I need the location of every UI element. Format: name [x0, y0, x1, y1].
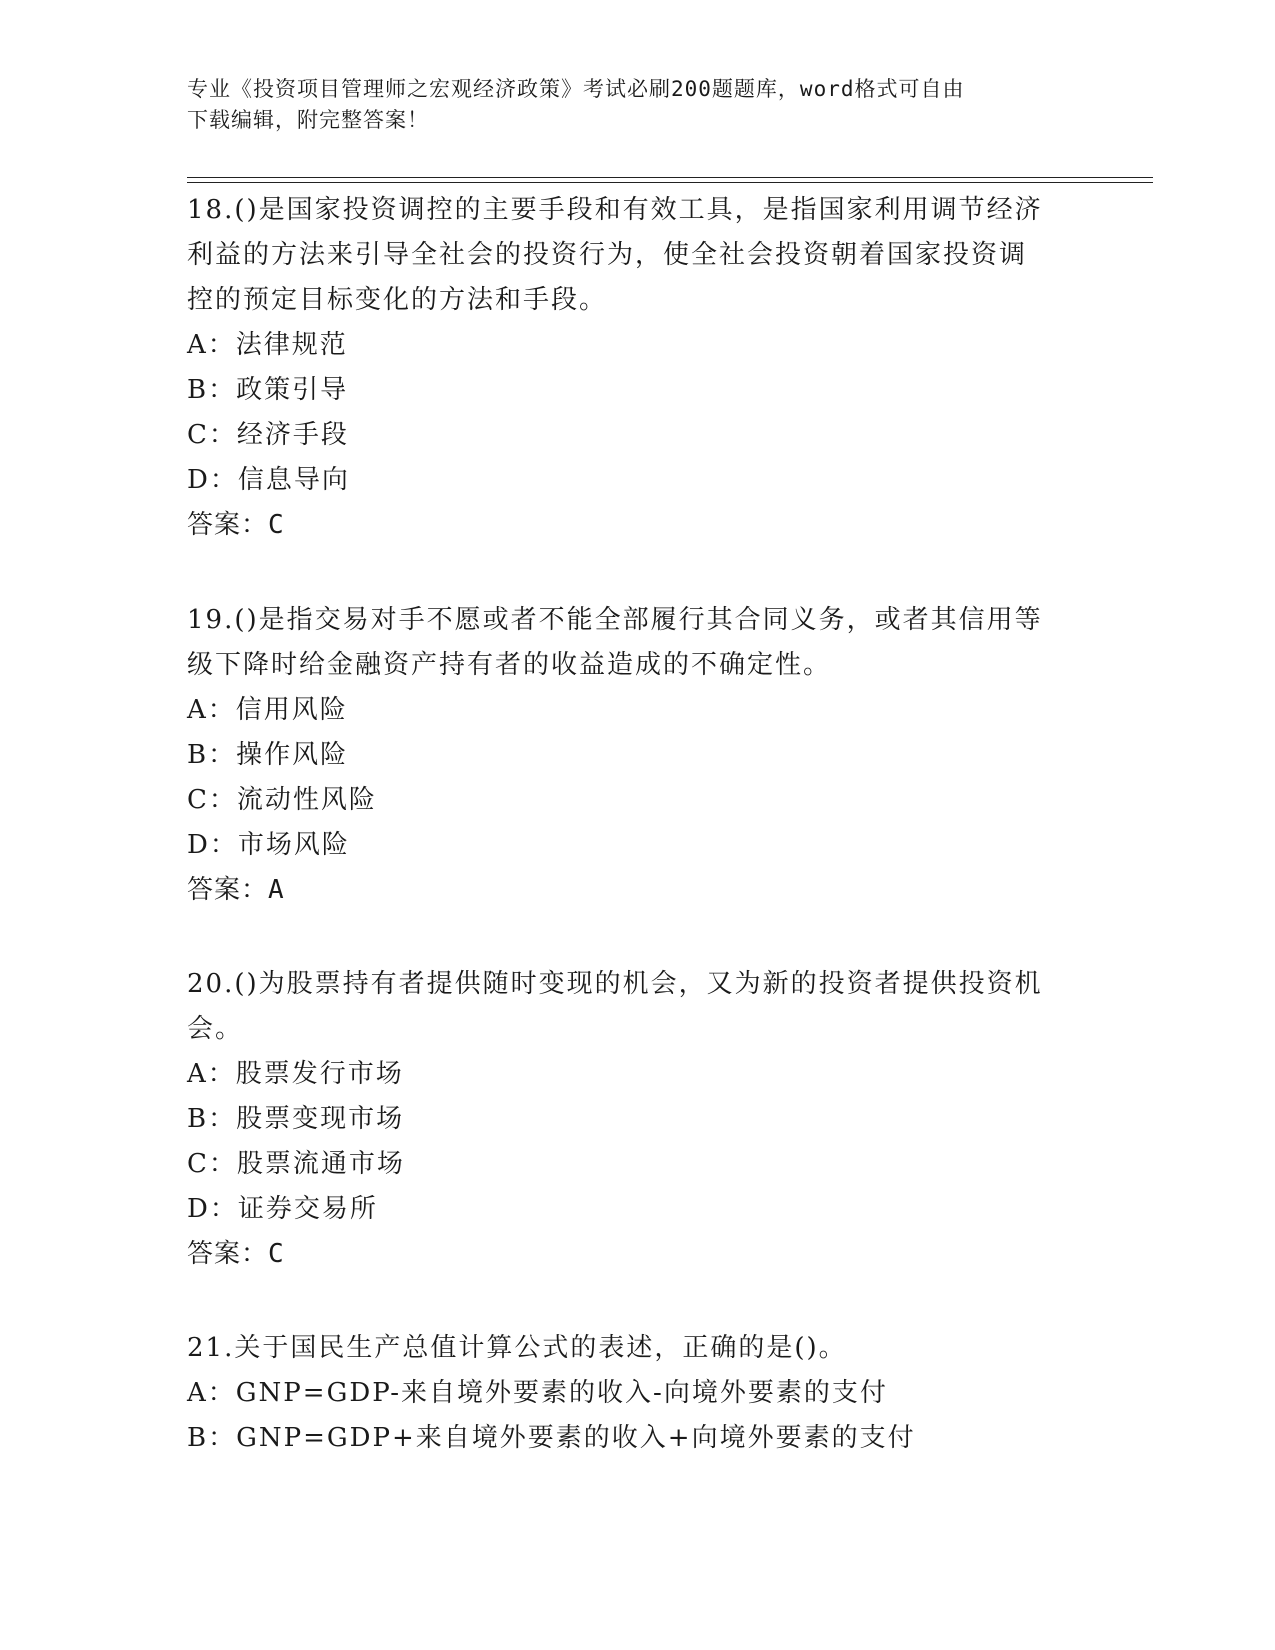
answer-line: 答案：A [187, 875, 285, 905]
question-stem-line: 利益的方法来引导全社会的投资行为，使全社会投资朝着国家投资调 [187, 240, 1028, 270]
option-a: A：GNP=GDP-来自境外要素的收入-向境外要素的支付 [187, 1378, 888, 1408]
question-stem-line: 21.关于国民生产总值计算公式的表述，正确的是()。 [187, 1333, 847, 1363]
option-d: D：市场风险 [187, 830, 350, 860]
header-line-2: 下载编辑，附完整答案！ [187, 108, 429, 132]
option-a: A：法律规范 [187, 330, 348, 360]
option-b: B：操作风险 [187, 740, 349, 770]
header-divider-bottom [187, 182, 1153, 183]
header-divider-top [187, 177, 1153, 178]
option-b: B：股票变现市场 [187, 1104, 405, 1134]
question-stem-line: 18.()是国家投资调控的主要手段和有效工具，是指国家利用调节经济 [187, 195, 1043, 225]
question-18 [187, 188, 1087, 548]
option-c: C：流动性风险 [187, 785, 377, 815]
option-c: C：经济手段 [187, 420, 349, 450]
header-line-1: 专业《投资项目管理师之宏观经济政策》考试必刷200题题库，word格式可自由 [187, 77, 965, 101]
answer-line: 答案：C [187, 510, 285, 540]
option-a: A：信用风险 [187, 695, 348, 725]
question-stem-line: 20.()为股票持有者提供随时变现的机会，又为新的投资者提供投资机 [187, 969, 1043, 999]
document-header [187, 74, 1067, 136]
question-19 [187, 598, 1087, 913]
option-a: A：股票发行市场 [187, 1059, 404, 1089]
question-20 [187, 962, 1087, 1277]
option-c: C：股票流通市场 [187, 1149, 405, 1179]
question-stem-line: 控的预定目标变化的方法和手段。 [187, 285, 608, 315]
answer-line: 答案：C [187, 1239, 285, 1269]
question-stem-line: 会。 [187, 1014, 244, 1044]
question-stem-line: 19.()是指交易对手不愿或者不能全部履行其合同义务，或者其信用等 [187, 605, 1043, 635]
option-b: B：GNP=GDP+来自境外要素的收入+向境外要素的支付 [187, 1423, 916, 1453]
question-21 [187, 1326, 1087, 1461]
option-d: D：信息导向 [187, 465, 350, 495]
option-b: B：政策引导 [187, 375, 349, 405]
question-stem-line: 级下降时给金融资产持有者的收益造成的不确定性。 [187, 650, 832, 680]
option-d: D：证券交易所 [187, 1194, 378, 1224]
